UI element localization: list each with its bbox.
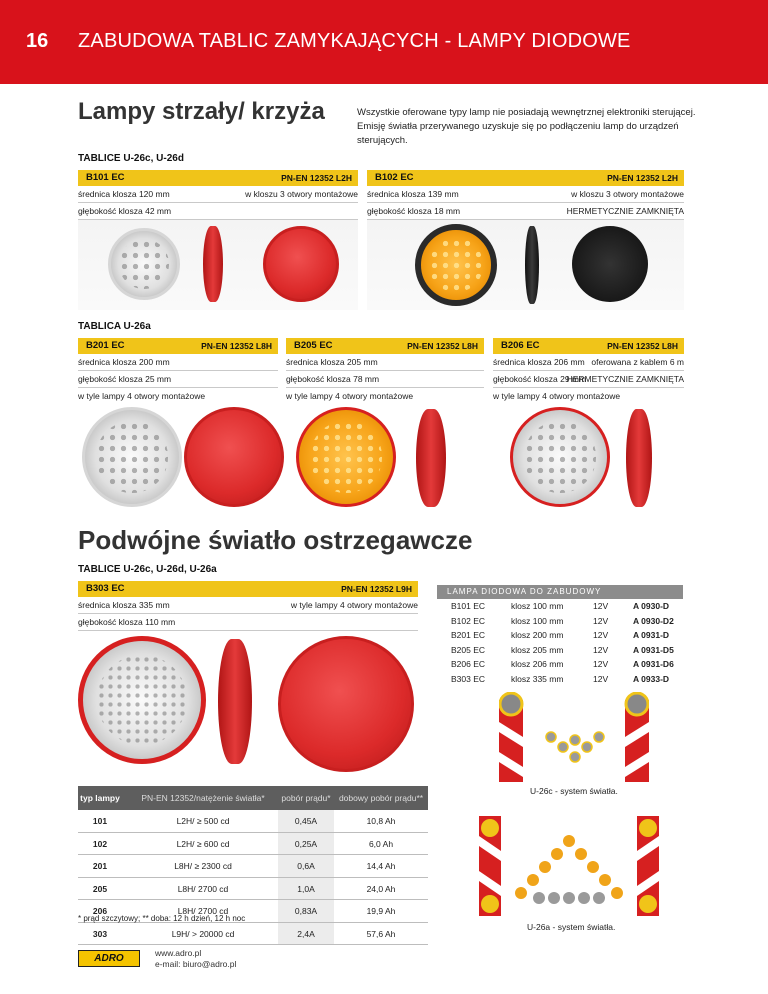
lamp-table-row: B101 EC klosz 100 mm 12V A 0930-D: [451, 601, 670, 611]
spec-row: średnica klosza 335 mm w tyle lampy 4 otwory montażowe: [78, 597, 418, 614]
product-photo-b102: [367, 220, 684, 310]
main-table-header: typ lampy PN-EN 12352/natężenie światła* pobór prądu* dobowy pobór prądu**: [78, 786, 428, 810]
table-row: 303 L9H/ > 20000 cd 2,4A 57,6 Ah: [78, 923, 428, 946]
spec-row: średnica klosza 120 mm w kloszu 3 otwory montażowe: [78, 186, 358, 203]
spec-row: głębokość klosza 78 mm: [286, 371, 484, 388]
spec-row: w tyle lampy 4 otwory montażowe: [286, 391, 414, 401]
product-bar-b303: B303 EC PN-EN 12352 L9H: [78, 581, 418, 597]
contact-info: [155, 948, 236, 970]
diagram-u26a: [479, 816, 659, 916]
spec-row: głębokość klosza 110 mm: [78, 614, 418, 631]
group-label-u26all: TABLICE U-26c, U-26d, U-26a: [78, 564, 217, 575]
page-number: 16: [26, 30, 49, 52]
spec-row: głębokość klosza 29 mm HERMETYCZNIE ZAMKNIĘTA: [493, 371, 684, 388]
page-header: [0, 0, 768, 84]
spec-row: głębokość klosza 18 mm HERMETYCZNIE ZAMKNIĘTA: [367, 203, 684, 220]
product-bar-b102: B102 EC PN-EN 12352 L2H: [367, 170, 684, 186]
product-bar-b205: B205 EC PN-EN 12352 L8H: [286, 338, 484, 354]
spec-row: w tyle lampy 4 otwory montażowe: [493, 391, 621, 401]
group-label-u26a: TABLICA U-26a: [78, 321, 151, 332]
spec-row: średnica klosza 200 mm: [78, 354, 278, 371]
product-bar-b206: B206 EC PN-EN 12352 L8H: [493, 338, 684, 354]
lamp-table: [437, 585, 683, 687]
group-label-u26c: TABLICE U-26c, U-26d: [78, 153, 184, 164]
product-photo-b303: [78, 631, 418, 776]
lamp-table-row: B303 EC klosz 335 mm 12V A 0933-D: [451, 673, 670, 684]
spec-row: w tyle lampy 4 otwory montażowe: [78, 391, 206, 401]
product-photo-b101: [78, 220, 358, 310]
lamp-table-title: LAMPA DIODOWA DO ZABUDOWY: [437, 585, 683, 599]
intro-text: Wszystkie oferowane typy lamp nie posiadają wewnętrznej elektroniki sterującej. Emisję światła przerywanego uzyskuje się po podłączeniu lamp do urządzeń sterujących.: [357, 107, 696, 146]
lamp-table-row: B205 EC klosz 205 mm 12V A 0931-D5: [451, 644, 674, 655]
spec-row: średnica klosza 206 mm oferowana z kablem 6 m: [493, 354, 684, 371]
website-link[interactable]: www.adro.pl: [155, 948, 202, 958]
adro-logo: ADRO: [78, 950, 140, 967]
lamp-table-row: B201 EC klosz 200 mm 12V A 0931-D: [451, 630, 670, 641]
spec-row: średnica klosza 139 mm w kloszu 3 otwory montażowe: [367, 186, 684, 203]
section-heading-arrow-lamps: Lampy strzały/ krzyża: [78, 98, 325, 125]
email-link[interactable]: e-mail: biuro@adro.pl: [155, 959, 237, 969]
diagram-caption-u26a: U-26a - system światła.: [527, 922, 616, 932]
page-title: ZABUDOWA TABLIC ZAMYKAJĄCYCH - LAMPY DIODOWE: [78, 30, 631, 52]
diagram-u26c: [499, 692, 649, 782]
product-bar-b201: B201 EC PN-EN 12352 L8H: [78, 338, 278, 354]
lamp-table-row: B102 EC klosz 100 mm 12V A 0930-D2: [451, 615, 674, 626]
table-row: 102 L2H/ ≥ 600 cd 0,25A 6,0 Ah: [78, 833, 428, 856]
diagram-caption-u26c: U-26c - system światła.: [530, 786, 618, 796]
spec-row: głębokość klosza 25 mm: [78, 371, 278, 388]
product-photos-u26a: [78, 405, 684, 510]
footnote: * prąd szczytowy; ** doba: 12 h dzień, 12 h noc: [78, 914, 246, 923]
lamp-table-row: B206 EC klosz 206 mm 12V A 0931-D6: [451, 659, 674, 670]
table-row: 101 L2H/ ≥ 500 cd 0,45A 10,8 Ah: [78, 810, 428, 833]
spec-row: średnica klosza 205 mm: [286, 354, 484, 371]
product-bar-b101: B101 EC PN-EN 12352 L2H: [78, 170, 358, 186]
table-row: 201 L8H/ ≥ 2300 cd 0,6A 14,4 Ah: [78, 855, 428, 878]
spec-row: głębokość klosza 42 mm: [78, 203, 358, 220]
section-heading-warning-light: Podwójne światło ostrzegawcze: [78, 525, 473, 555]
table-row: 206 L8H/ 2700 cd 0,83A 19,9 Ah: [78, 900, 428, 923]
table-row: 205 L8H/ 2700 cd 1,0A 24,0 Ah: [78, 878, 428, 901]
